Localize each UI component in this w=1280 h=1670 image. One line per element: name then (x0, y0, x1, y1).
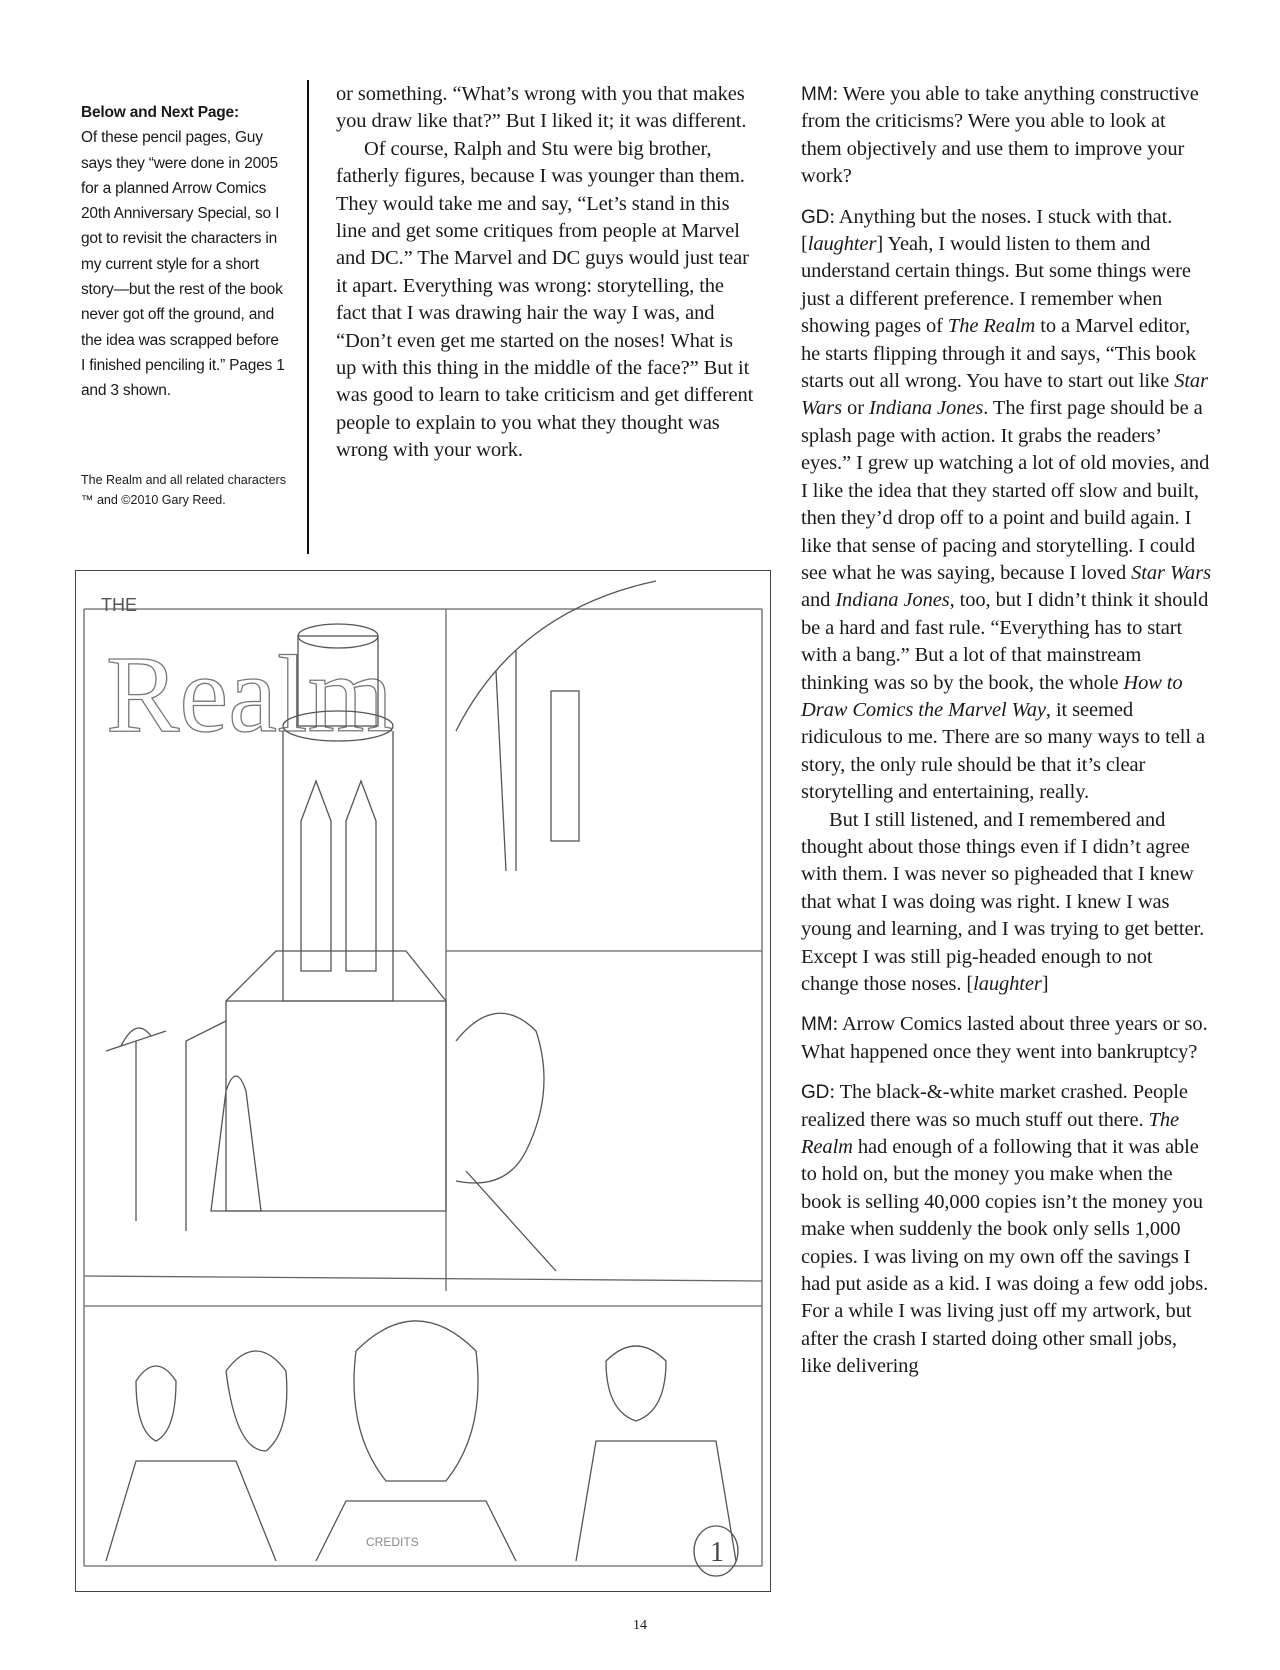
paragraph-text: : Arrow Comics lasted about three years or so. What happened once they went into bankruptcy? (801, 1013, 1208, 1063)
paragraph-text: The Realm (801, 1108, 1180, 1159)
copyright-credit: The Realm and all related characters ™ and ©2010 Gary Reed. (81, 473, 286, 507)
page-number: 14 (633, 1618, 647, 1633)
article-paragraph (801, 1079, 1211, 1380)
paragraph-text: to a Marvel editor, he starts flipping through it and says, “This book starts out all wrong. You have to start out like (801, 315, 1197, 393)
image-caption (81, 100, 286, 404)
caption-heading: Below and Next Page: (81, 104, 239, 121)
paragraph-text: ] Yeah, I would listen to them and understand certain things. But some things were just a different preference. I remember when showing pages of (801, 233, 1191, 338)
paragraph-text: ] (1041, 973, 1049, 995)
paragraph-text: But I still listened, and I remembered and thought about those things even if I didn’t agree with them. I was never so pigheaded that I knew that what I was doing was right. I knew I was young and learning, and I was trying to get better. Except I was still pig-headed enough to not change those noses. [ (801, 808, 1205, 995)
paragraph-text: Of course, Ralph and Stu were big brother, fatherly figures, because I was younger than them. They would take me and say, “Let’s stand in this line and get some critiques from people at Marvel and DC.” The Marvel and DC guys would just tear it apart. Everything was wrong: storytelling, the fact that I was drawing hair the way I was, and “Don’t even get me started on the noses! What is up with this thing in the middle of the face?” But it was good to learn to take criticism and get different people to explain to you what they thought was wrong with your work. (336, 137, 754, 462)
art-title-the: THE (101, 595, 137, 615)
paragraph-text: , too, but I didn’t think it should be a hard and fast rule. “Everything has to start with a bang.” But a lot of that mainstream thinking was so by the book, the whole (801, 589, 1209, 694)
paragraph-text: or (842, 397, 869, 420)
paragraph-text: . The first page should be a splash page with action. It grabs the readers’ eyes.” I grew up watching a lot of old movies, and I like the idea that they started off slow and built, then they’d drop off to a point and build again. I like that sense of pacing and storytelling. I could see what he was saying, because I loved (801, 397, 1210, 584)
article-paragraph (801, 1011, 1211, 1066)
article-paragraph (336, 81, 754, 136)
article-paragraph (801, 81, 1211, 191)
paragraph-text: Star Wars (801, 370, 1208, 420)
paragraph-text: or something. “What’s wrong with you that makes you draw like that?” But I liked it; it was different. (336, 83, 747, 133)
article-paragraph (801, 807, 1211, 999)
speaker-label: GD (801, 206, 830, 228)
paragraph-text: laughter (973, 973, 1042, 995)
speaker-label: MM (801, 84, 833, 105)
art-page-marker: 1 (710, 1537, 724, 1568)
article-paragraph (801, 204, 1211, 807)
paragraph-text: laughter (807, 233, 877, 256)
article-column-middle (336, 81, 754, 465)
paragraph-text: : Anything but the noses. I stuck with that. [ (801, 205, 1173, 256)
paragraph-text: : Were you able to take anything constructive from the criticisms? Were you able to look at them objectively and use them to improve your work? (801, 83, 1199, 188)
paragraph-text: : The black-&-white market crashed. People realized there was so much stuff out there. (801, 1081, 1188, 1131)
caption-body: Of these pencil pages, Guy says they “were done in 2005 for a planned Arrow Comics 20th Anniversary Special, so I got to revisit the characters in my current style for a short story—but the rest of the book never got off the ground, and the idea was scrapped before I finished penciling it.” Pages 1 and 3 shown. (81, 129, 285, 400)
paragraph-text: and (801, 589, 836, 612)
paragraph-text: Star Wars (1131, 561, 1211, 584)
paragraph-text: Indiana Jones (835, 589, 950, 612)
paragraph-text: How to Draw Comics the Marvel Way (801, 671, 1183, 721)
pencil-comic-page (75, 570, 771, 1592)
paragraph-text: Indiana Jones (868, 397, 984, 420)
speaker-label: MM (801, 1014, 833, 1036)
speaker-label: GD (801, 1082, 830, 1104)
paragraph-text: The Realm (947, 315, 1036, 338)
article-column-right (801, 81, 1211, 1381)
article-paragraph (336, 136, 754, 465)
paragraph-text: , it seemed ridiculous to me. There are so many ways to tell a story, the only rule should be that it’s clear storytelling and entertaining, really. (801, 698, 1205, 804)
art-title-realm: Realm (106, 633, 394, 755)
column-divider (307, 80, 309, 554)
paragraph-text: had enough of a following that it was able to hold on, but the money you make when the book is selling 40,000 copies isn’t the money you make when suddenly the book only sells 1,000 copies. I was living on my own off the savings I had put aside as a kid. I was doing a few odd jobs. For a while I was living just off my artwork, but after the crash I started doing other small jobs, like delivering (801, 1136, 1209, 1378)
art-credits-mark: CREDITS (366, 1535, 419, 1549)
